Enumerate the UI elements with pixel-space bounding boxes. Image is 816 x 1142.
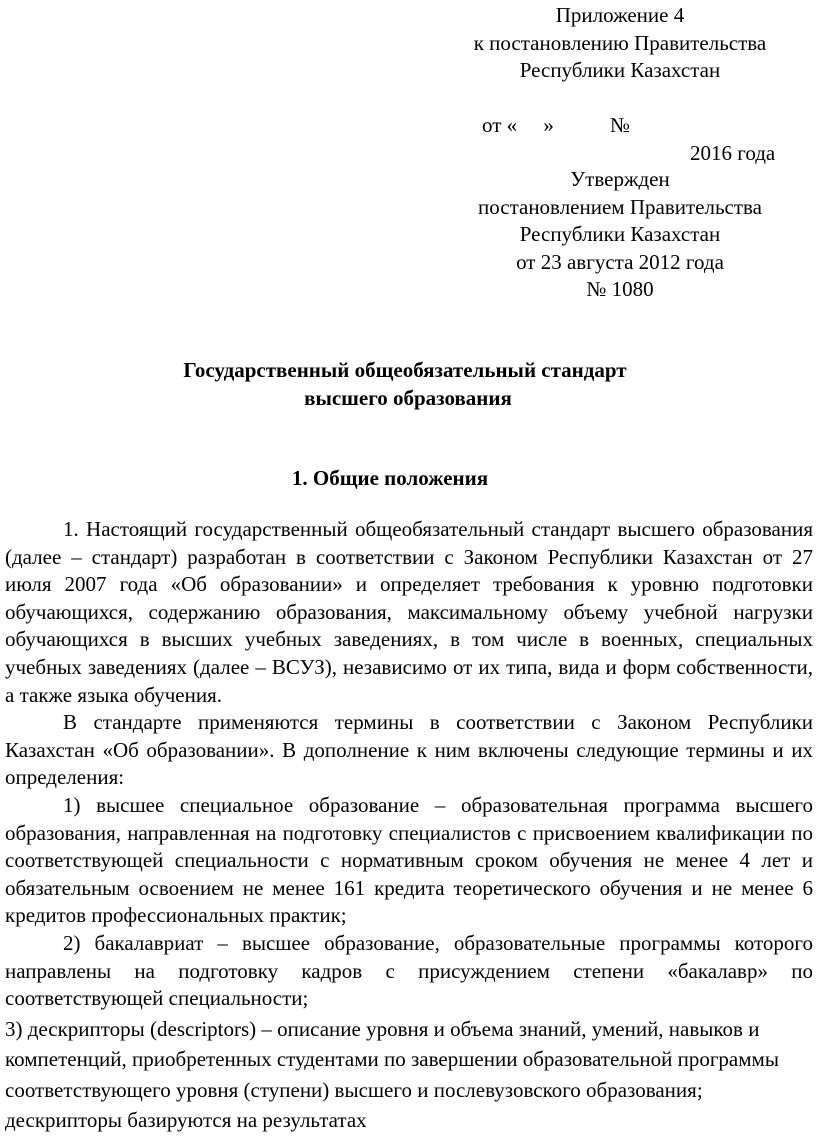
title-line: Государственный общеобязательный стандарт <box>183 358 627 382</box>
annex-line: к постановлению Правительства <box>473 30 767 55</box>
annex-line: Приложение 4 <box>555 3 685 27</box>
body-paragraph: В стандарте применяются термины в соответствии с Законом Республики Казахстан «Об образовании». В дополнение к ним включены следующие термины и их определения: <box>5 710 813 790</box>
annex-number: № <box>609 113 631 138</box>
body-paragraph: 1. Настоящий государственный общеобязательный стандарт высшего образования (далее – стандарт) разработан в соответствии с Законом Республики Казахстан от 27 июля 2007 года «Об образовании» и определяет требования к уровню подготовки обучающихся, содержанию образования, максимальному объему учебной нагрузки обучающихся в высших учебных заведениях, в том числе в военных, специальных учебных заведениях (далее – ВСУЗ), независимо от их типа, вида и форм собственности, а также языка обучения. <box>5 517 813 707</box>
annex-date-from: от « » <box>482 113 554 138</box>
approved-line: от 23 августа 2012 года <box>516 249 724 274</box>
body-paragraph: 2) бакалавриат – высшее образование, образовательные программы которого направлены на подготовку кадров с присуждением степени «бакалавр» по соответствующей специальности; <box>5 930 813 1011</box>
annex-date-year: 2016 года <box>690 140 776 165</box>
annex-header <box>440 2 800 165</box>
body-paragraph: 1) высшее специальное образование – образовательная программа высшего образования, направленная на подготовку специалистов с присвоением квалификации по соответствующей специальности с нормативным сроком обучения не менее 4 лет и обязательным освоением не менее 161 кредита теоретического обучения и не менее 6 кредитов профессиональных практик; <box>5 792 813 928</box>
approved-header <box>440 166 800 304</box>
body-paragraph: 3) дескрипторы (descriptors) – описание уровня и объема знаний, умений, навыков и компетенций, приобретенных студентами по завершении образовательной программы соответствующего уровня (ступени) высшего и послевузовского образования; дескрипторы базируются на результатах <box>5 1016 779 1133</box>
title-line: высшего образования <box>304 385 512 410</box>
approved-line: Республики Казахстан <box>519 222 721 247</box>
approved-line: Утвержден <box>570 167 670 191</box>
annex-line: Республики Казахстан <box>519 58 721 83</box>
approved-line: постановлением Правительства <box>477 194 762 219</box>
document-title <box>0 357 816 412</box>
section-heading: 1. Общие положения <box>291 466 489 490</box>
approved-number: № 1080 <box>586 277 654 302</box>
document-body <box>5 516 813 1136</box>
